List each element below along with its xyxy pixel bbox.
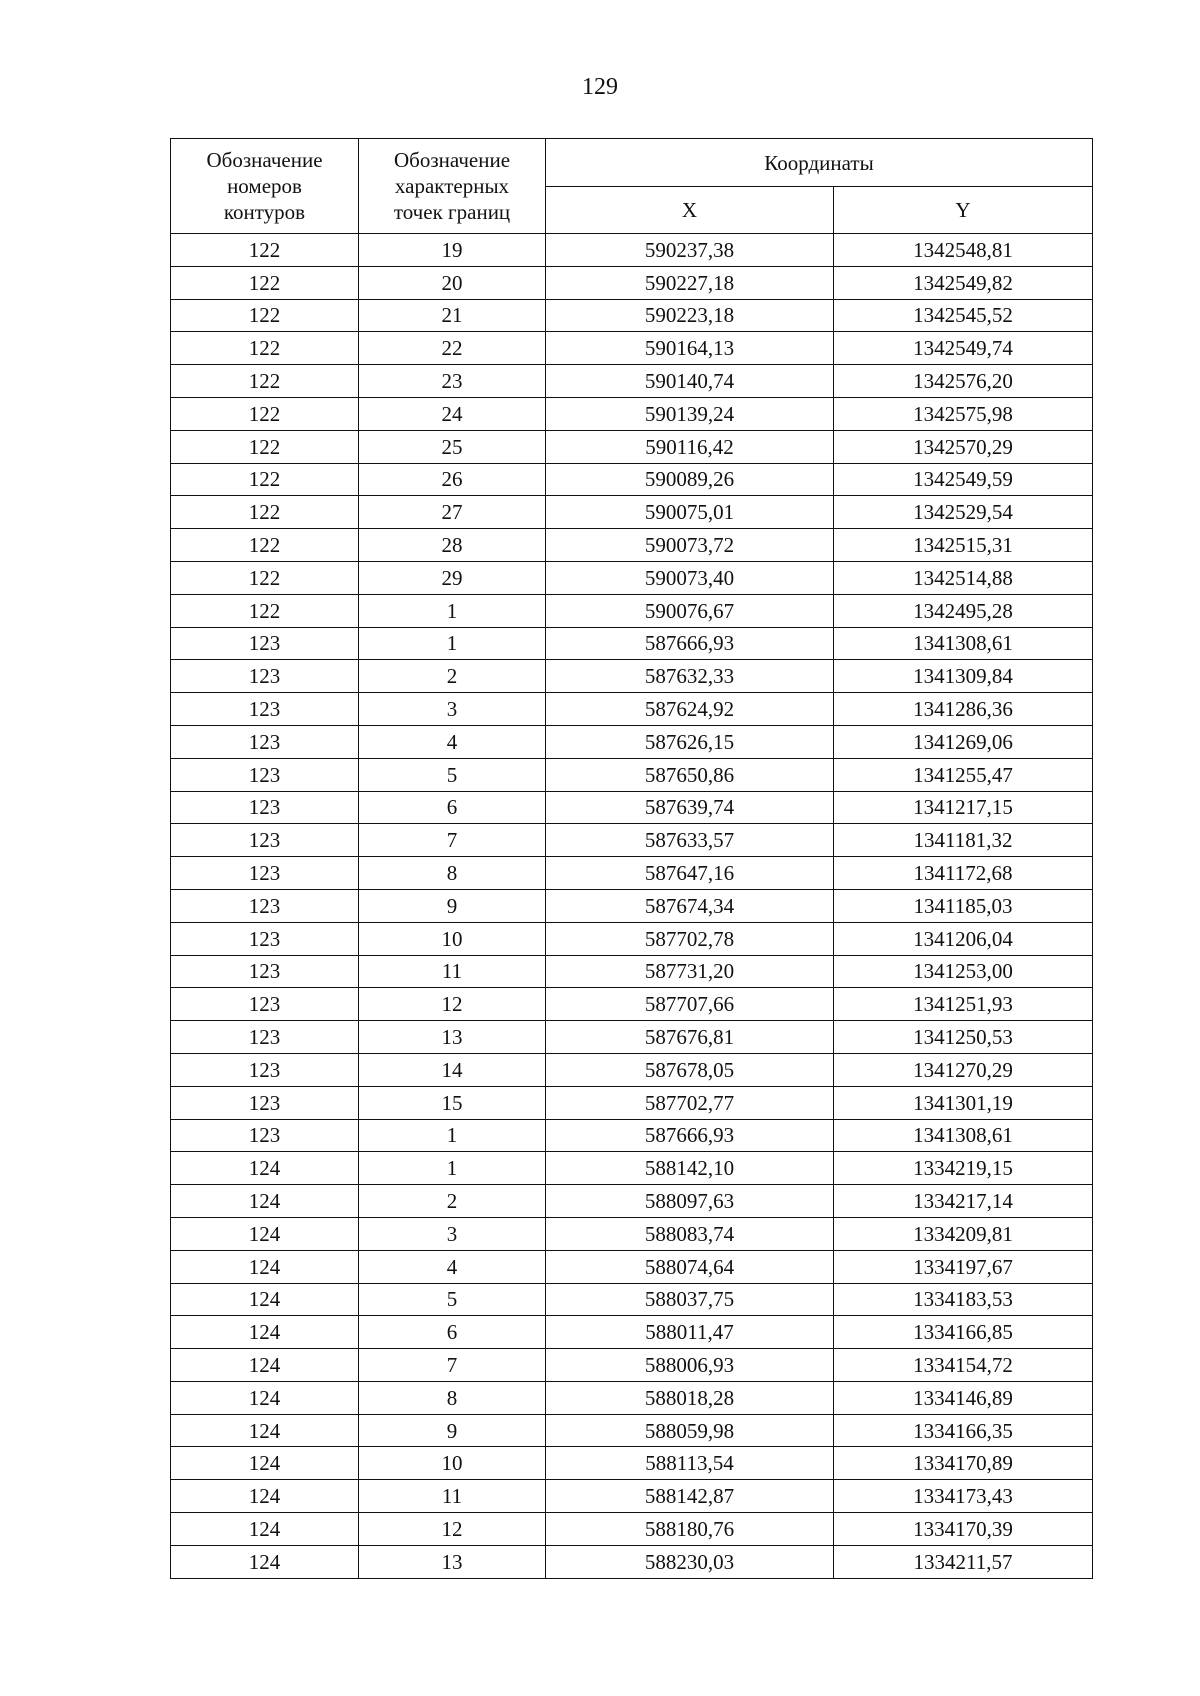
cell-point-number: 7 [359,1349,546,1382]
table-row [171,1381,1093,1414]
cell-point-number: 27 [359,496,546,529]
cell-y-coordinate: 1334154,72 [834,1349,1093,1382]
cell-point-number: 25 [359,430,546,463]
cell-contour-number: 122 [171,234,359,267]
header-contour-numbers [171,139,359,234]
cell-x-coordinate: 588142,10 [546,1152,834,1185]
cell-x-coordinate: 588037,75 [546,1283,834,1316]
cell-y-coordinate: 1342515,31 [834,529,1093,562]
cell-point-number: 12 [359,1513,546,1546]
table-row [171,594,1093,627]
cell-point-number: 28 [359,529,546,562]
cell-y-coordinate: 1341206,04 [834,922,1093,955]
table-row [171,397,1093,430]
cell-point-number: 21 [359,299,546,332]
cell-y-coordinate: 1342514,88 [834,561,1093,594]
cell-x-coordinate: 588230,03 [546,1545,834,1578]
cell-point-number: 11 [359,1480,546,1513]
cell-y-coordinate: 1334166,35 [834,1414,1093,1447]
table-row [171,1316,1093,1349]
cell-x-coordinate: 587674,34 [546,889,834,922]
cell-contour-number: 123 [171,857,359,890]
cell-point-number: 11 [359,955,546,988]
cell-point-number: 1 [359,627,546,660]
header-contour-line-3: контуров [223,200,306,224]
table-row [171,1349,1093,1382]
cell-point-number: 19 [359,234,546,267]
cell-y-coordinate: 1341286,36 [834,693,1093,726]
cell-x-coordinate: 590223,18 [546,299,834,332]
cell-y-coordinate: 1334209,81 [834,1217,1093,1250]
cell-point-number: 3 [359,1217,546,1250]
cell-x-coordinate: 590140,74 [546,365,834,398]
cell-y-coordinate: 1334170,39 [834,1513,1093,1546]
header-contour-line-1: Обозначение [206,148,323,172]
cell-point-number: 2 [359,660,546,693]
cell-point-number: 29 [359,561,546,594]
table-row [171,824,1093,857]
cell-x-coordinate: 587707,66 [546,988,834,1021]
cell-point-number: 1 [359,1119,546,1152]
cell-x-coordinate: 590073,72 [546,529,834,562]
cell-point-number: 12 [359,988,546,1021]
table-row [171,529,1093,562]
cell-y-coordinate: 1341185,03 [834,889,1093,922]
cell-contour-number: 122 [171,496,359,529]
cell-point-number: 10 [359,1447,546,1480]
cell-contour-number: 122 [171,463,359,496]
cell-x-coordinate: 590116,42 [546,430,834,463]
cell-x-coordinate: 588018,28 [546,1381,834,1414]
cell-x-coordinate: 587633,57 [546,824,834,857]
cell-x-coordinate: 587731,20 [546,955,834,988]
cell-contour-number: 122 [171,332,359,365]
cell-point-number: 1 [359,1152,546,1185]
cell-x-coordinate: 587676,81 [546,1021,834,1054]
table-row [171,627,1093,660]
cell-y-coordinate: 1342576,20 [834,365,1093,398]
cell-point-number: 13 [359,1021,546,1054]
cell-point-number: 6 [359,791,546,824]
cell-contour-number: 124 [171,1447,359,1480]
cell-point-number: 15 [359,1086,546,1119]
table-row [171,1414,1093,1447]
cell-y-coordinate: 1342549,82 [834,266,1093,299]
cell-point-number: 8 [359,1381,546,1414]
cell-y-coordinate: 1334146,89 [834,1381,1093,1414]
cell-contour-number: 123 [171,1053,359,1086]
cell-x-coordinate: 588113,54 [546,1447,834,1480]
cell-y-coordinate: 1334197,67 [834,1250,1093,1283]
cell-x-coordinate: 590164,13 [546,332,834,365]
cell-contour-number: 123 [171,758,359,791]
table-header [171,139,1093,234]
cell-y-coordinate: 1334211,57 [834,1545,1093,1578]
cell-contour-number: 124 [171,1316,359,1349]
table-row [171,693,1093,726]
cell-contour-number: 124 [171,1545,359,1578]
cell-y-coordinate: 1341301,19 [834,1086,1093,1119]
cell-contour-number: 123 [171,660,359,693]
cell-y-coordinate: 1334217,14 [834,1185,1093,1218]
cell-x-coordinate: 590139,24 [546,397,834,430]
cell-y-coordinate: 1341253,00 [834,955,1093,988]
table-row [171,1152,1093,1185]
cell-point-number: 3 [359,693,546,726]
cell-x-coordinate: 587702,77 [546,1086,834,1119]
cell-x-coordinate: 587639,74 [546,791,834,824]
cell-x-coordinate: 590227,18 [546,266,834,299]
cell-point-number: 14 [359,1053,546,1086]
cell-contour-number: 123 [171,955,359,988]
cell-y-coordinate: 1334219,15 [834,1152,1093,1185]
table-row [171,889,1093,922]
table-row [171,922,1093,955]
cell-contour-number: 123 [171,791,359,824]
table-row [171,1480,1093,1513]
cell-contour-number: 124 [171,1283,359,1316]
cell-x-coordinate: 587702,78 [546,922,834,955]
cell-y-coordinate: 1342549,59 [834,463,1093,496]
cell-point-number: 9 [359,889,546,922]
cell-contour-number: 122 [171,529,359,562]
header-boundary-points [359,139,546,234]
header-coordinates: Координаты [546,139,1093,187]
table-row [171,1513,1093,1546]
table-row [171,299,1093,332]
cell-contour-number: 123 [171,725,359,758]
cell-point-number: 8 [359,857,546,890]
cell-y-coordinate: 1342548,81 [834,234,1093,267]
cell-contour-number: 123 [171,1021,359,1054]
cell-y-coordinate: 1334173,43 [834,1480,1093,1513]
cell-contour-number: 124 [171,1349,359,1382]
header-point-line-1: Обозначение [393,148,511,172]
cell-contour-number: 122 [171,266,359,299]
cell-contour-number: 122 [171,365,359,398]
cell-x-coordinate: 587632,33 [546,660,834,693]
cell-y-coordinate: 1341251,93 [834,988,1093,1021]
table-row [171,1053,1093,1086]
table-row [171,1447,1093,1480]
table-row [171,660,1093,693]
cell-contour-number: 124 [171,1152,359,1185]
table-row [171,1217,1093,1250]
cell-point-number: 2 [359,1185,546,1218]
table-row [171,1119,1093,1152]
table-row [171,234,1093,267]
cell-point-number: 1 [359,594,546,627]
cell-x-coordinate: 588059,98 [546,1414,834,1447]
cell-contour-number: 124 [171,1480,359,1513]
cell-contour-number: 124 [171,1381,359,1414]
cell-point-number: 20 [359,266,546,299]
cell-point-number: 6 [359,1316,546,1349]
cell-contour-number: 122 [171,299,359,332]
cell-contour-number: 123 [171,627,359,660]
cell-x-coordinate: 588074,64 [546,1250,834,1283]
table-row [171,857,1093,890]
coordinates-table [170,138,1093,1579]
cell-point-number: 5 [359,1283,546,1316]
cell-point-number: 4 [359,725,546,758]
cell-x-coordinate: 587624,92 [546,693,834,726]
table-row [171,725,1093,758]
cell-contour-number: 122 [171,430,359,463]
cell-x-coordinate: 590237,38 [546,234,834,267]
table-row [171,332,1093,365]
cell-point-number: 22 [359,332,546,365]
cell-point-number: 4 [359,1250,546,1283]
cell-y-coordinate: 1334183,53 [834,1283,1093,1316]
table-row [171,365,1093,398]
cell-contour-number: 122 [171,594,359,627]
cell-y-coordinate: 1334170,89 [834,1447,1093,1480]
cell-x-coordinate: 590073,40 [546,561,834,594]
header-contour-line-2: номеров [227,174,302,198]
cell-contour-number: 123 [171,1119,359,1152]
cell-contour-number: 123 [171,1086,359,1119]
cell-contour-number: 124 [171,1513,359,1546]
cell-y-coordinate: 1341255,47 [834,758,1093,791]
cell-contour-number: 124 [171,1250,359,1283]
table-row [171,988,1093,1021]
cell-y-coordinate: 1341181,32 [834,824,1093,857]
table-row [171,1283,1093,1316]
header-point-line-2: характерных [394,174,510,198]
header-row-top [171,139,1093,187]
cell-x-coordinate: 588083,74 [546,1217,834,1250]
cell-y-coordinate: 1341269,06 [834,725,1093,758]
cell-contour-number: 124 [171,1217,359,1250]
cell-x-coordinate: 588011,47 [546,1316,834,1349]
cell-x-coordinate: 590075,01 [546,496,834,529]
table-row [171,496,1093,529]
cell-contour-number: 124 [171,1185,359,1218]
cell-contour-number: 124 [171,1414,359,1447]
cell-contour-number: 122 [171,397,359,430]
cell-point-number: 23 [359,365,546,398]
cell-x-coordinate: 588142,87 [546,1480,834,1513]
table-row [171,955,1093,988]
cell-y-coordinate: 1342570,29 [834,430,1093,463]
cell-x-coordinate: 588180,76 [546,1513,834,1546]
cell-x-coordinate: 587666,93 [546,627,834,660]
table-row [171,1021,1093,1054]
cell-point-number: 26 [359,463,546,496]
cell-x-coordinate: 590076,67 [546,594,834,627]
header-point-line-3: точек границ [393,200,511,224]
cell-contour-number: 122 [171,561,359,594]
cell-y-coordinate: 1341308,61 [834,1119,1093,1152]
cell-y-coordinate: 1342575,98 [834,397,1093,430]
cell-x-coordinate: 588097,63 [546,1185,834,1218]
cell-x-coordinate: 587678,05 [546,1053,834,1086]
cell-point-number: 5 [359,758,546,791]
table-row [171,791,1093,824]
cell-y-coordinate: 1341270,29 [834,1053,1093,1086]
cell-contour-number: 123 [171,988,359,1021]
page-number: 129 [582,74,618,100]
header-x: X [546,187,834,234]
cell-y-coordinate: 1341308,61 [834,627,1093,660]
cell-y-coordinate: 1341217,15 [834,791,1093,824]
cell-x-coordinate: 588006,93 [546,1349,834,1382]
table-row [171,1086,1093,1119]
cell-y-coordinate: 1342529,54 [834,496,1093,529]
table-body [171,234,1093,1579]
cell-point-number: 24 [359,397,546,430]
cell-point-number: 7 [359,824,546,857]
cell-x-coordinate: 587626,15 [546,725,834,758]
table-row [171,266,1093,299]
cell-contour-number: 123 [171,922,359,955]
cell-y-coordinate: 1341172,68 [834,857,1093,890]
cell-x-coordinate: 587666,93 [546,1119,834,1152]
cell-y-coordinate: 1341309,84 [834,660,1093,693]
cell-y-coordinate: 1342549,74 [834,332,1093,365]
cell-contour-number: 123 [171,889,359,922]
table-row [171,430,1093,463]
cell-contour-number: 123 [171,693,359,726]
header-y: Y [834,187,1093,234]
cell-point-number: 10 [359,922,546,955]
cell-x-coordinate: 587650,86 [546,758,834,791]
table-row [171,1185,1093,1218]
cell-y-coordinate: 1341250,53 [834,1021,1093,1054]
cell-y-coordinate: 1342545,52 [834,299,1093,332]
table-row [171,561,1093,594]
cell-x-coordinate: 587647,16 [546,857,834,890]
cell-y-coordinate: 1342495,28 [834,594,1093,627]
table-row [171,758,1093,791]
cell-y-coordinate: 1334166,85 [834,1316,1093,1349]
cell-contour-number: 123 [171,824,359,857]
table-row [171,463,1093,496]
cell-x-coordinate: 590089,26 [546,463,834,496]
table-row [171,1250,1093,1283]
cell-point-number: 13 [359,1545,546,1578]
cell-point-number: 9 [359,1414,546,1447]
table-row [171,1545,1093,1578]
